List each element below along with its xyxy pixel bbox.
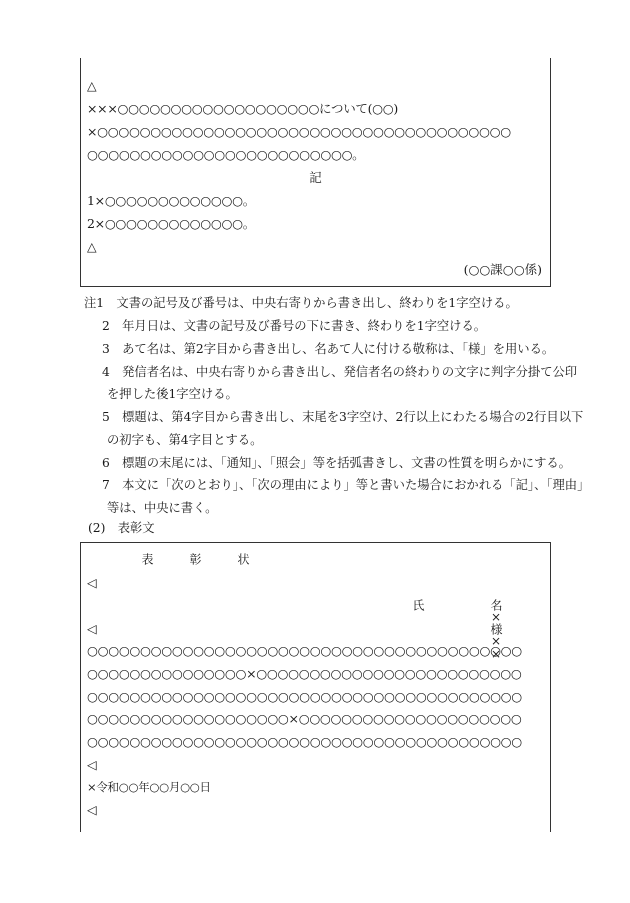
triangle-mark: ◁	[87, 575, 97, 590]
triangle-mark: △	[87, 239, 97, 254]
note-item: 注1 文書の記号及び番号は、中央右寄りから書き出し、終わりを1字空ける。	[84, 296, 518, 310]
name-char: 氏	[411, 599, 425, 611]
note-item: 7 本文に「次のとおり」、「次の理由により」等と書いた場合におかれる「記」、「理由」	[102, 478, 590, 492]
note-item: 3 あて名は、第2字目から書き出し、名あて人に付ける敬称は、「様」を用いる。	[102, 342, 555, 356]
note-item-continued: を押した後1字空ける。	[107, 387, 238, 401]
note-item: 6 標題の末尾には、「通知」、「照会」等を括弧書きし、文書の性質を明らかにする。	[102, 456, 571, 470]
date-line: ×令和○○年○○月○○日	[87, 780, 211, 794]
document-subject: ×××○○○○○○○○○○○○○○○○○○○について(○○)	[87, 101, 398, 116]
body-line: ○○○○○○○○○○○○○○○○○○○○○○○○○○○○○○○○○○○○○○○○○	[87, 689, 522, 704]
body-line: ○○○○○○○○○○○○○○○○○○○○○○○○○。	[87, 147, 365, 162]
notice-document-box	[80, 58, 551, 287]
note-item: 5 標題は、第4字目から書き出し、末尾を3字空け、2行以上にわたる場合の2行目以下	[102, 410, 584, 424]
triangle-mark: ◁	[87, 621, 97, 636]
triangle-mark: △	[87, 78, 97, 93]
body-line: ○○○○○○○○○○○○○○○○○○○○○○○○○○○○○○○○○○○○○○○○○	[87, 734, 522, 749]
note-item-continued: の初字も、第4字目とする。	[107, 433, 263, 447]
note-item: 4 発信者名は、中央右寄りから書き出し、発信者名の終わりの文字に判字分掛て公印	[102, 365, 578, 379]
note-item-continued: 等は、中央に書く。	[107, 501, 218, 515]
title-char: 表	[140, 553, 154, 565]
body-line: ○○○○○○○○○○○○○○○○○○○○○○○○○○○○○○○○○○○○○○○○○	[87, 643, 522, 658]
triangle-mark: ◁	[87, 802, 97, 817]
commendation-document-box	[80, 542, 551, 832]
list-item: 2×○○○○○○○○○○○○○。	[87, 216, 255, 231]
list-item: 1×○○○○○○○○○○○○○。	[87, 193, 255, 208]
title-char: 彰	[188, 553, 202, 565]
section-heading: (2) 表彰文	[88, 521, 155, 535]
title-char: 状	[236, 553, 250, 565]
triangle-mark: ◁	[87, 757, 97, 772]
recipient-name: 名×様××	[489, 599, 503, 660]
body-line: ○○○○○○○○○○○○○○○×○○○○○○○○○○○○○○○○○○○○○○○○○	[87, 666, 522, 681]
body-line: ○○○○○○○○○○○○○○○○○○○×○○○○○○○○○○○○○○○○○○○○○	[87, 711, 522, 726]
section-contact: (○○課○○係)	[463, 262, 542, 277]
body-line: ×○○○○○○○○○○○○○○○○○○○○○○○○○○○○○○○○○○○○○○○	[87, 124, 511, 139]
note-item: 2 年月日は、文書の記号及び番号の下に書き、終わりを1字空ける。	[102, 319, 487, 333]
ki-heading: 記	[309, 170, 322, 185]
